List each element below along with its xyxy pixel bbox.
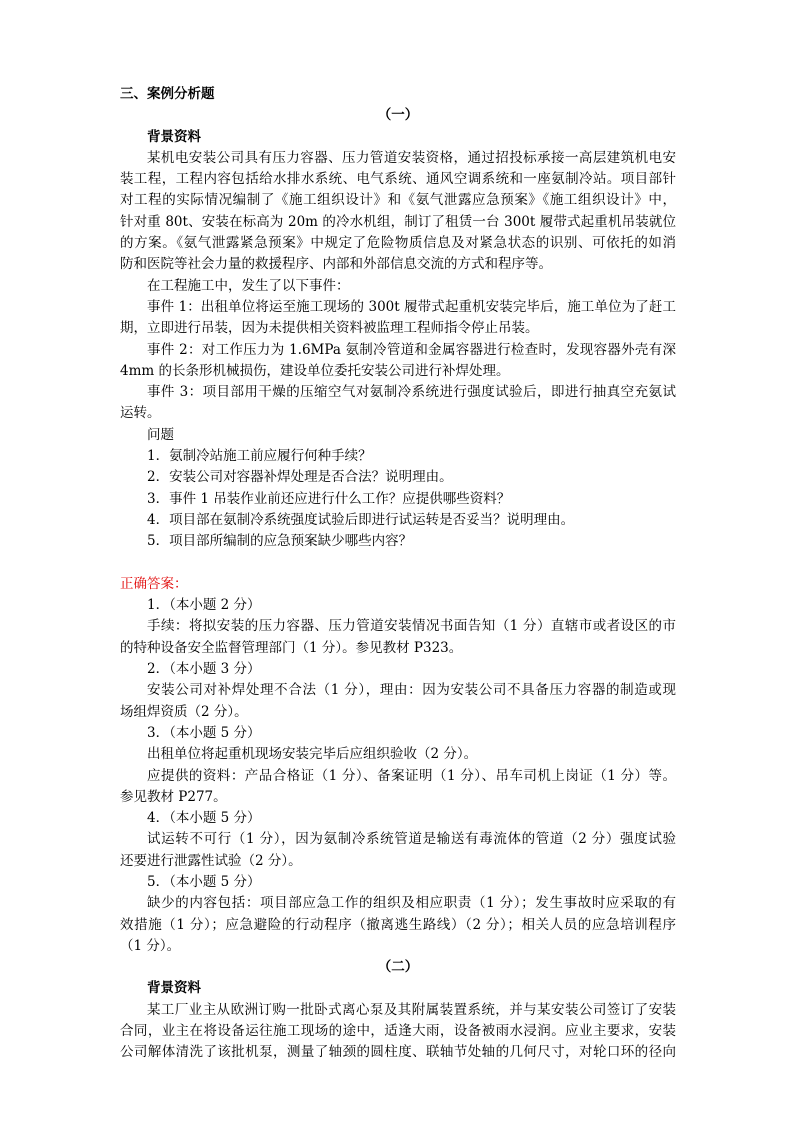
questions-label: 问题 [147,426,174,443]
paragraph-line: 针对重 80t、安装在标高为 20m 的冷水机组，制订了租赁一台 300t 履带式起重机吊装就位 [120,213,676,230]
paragraph-line: 装工程，工程内容包括给水排水系统、电气系统、通风空调系统和一座氨制冷站。项目部针 [120,171,676,188]
paragraph-line: （1 分）。 [120,937,181,954]
question-item: 3．事件 1 吊装作业前还应进行什么工作？应提供哪些资料？ [147,490,511,507]
paragraph-line: 效措施（1 分）；应急避险的行动程序（撤离逃生路线）（2 分）；相关人员的应急培训程序 [120,916,676,933]
paragraph-line: 4mm 的长条形机械损伤，建设单位委托安装公司进行补焊处理。 [120,362,510,379]
paragraph-line: 手续：将拟安装的压力容器、压力管道安装情况书面告知（1 分）直辖市或者设区的市 [147,618,676,635]
paragraph-line: 事件 2：对工作压力为 1.6MPa 氨制冷管道和金属容器进行检查时，发现容器外壳有深 [147,341,676,358]
paragraph-line: 某机电安装公司具有压力容器、压力管道安装资格，通过招投标承接一高层建筑机电安 [147,149,676,166]
paragraph-line: 期，立即进行吊装，因为未提供相关资料被监理工程师指令停止吊装。 [120,320,539,337]
answer-4 [120,808,676,872]
section-title: 三、案例分析题 [120,86,215,102]
paragraph-line: 的方案。《氨气泄露紧急预案》中规定了危险物质信息及对紧急状态的识别、可依托的如消 [120,235,676,252]
paragraph-line: 对工程的实际情况编制了《施工组织设计》和《氨气泄露应急预案》《施工组织设计》中， [120,192,676,209]
answer-heading: 4．（本小题 5 分） [147,810,261,827]
spacer [120,553,676,574]
paragraph-line: 场组焊资质（2 分）。 [120,703,248,720]
question-item: 4．项目部在氨制冷系统强度试验后即进行试运转是否妥当？说明理由。 [147,511,575,528]
paragraph-line: 出租单位将起重机现场安装完毕后应组织验收（2 分）。 [147,746,478,763]
paragraph-line: 参见教材 P277。 [120,788,227,805]
paragraph-line: 安装公司对补焊处理不合法（1 分），理由：因为安装公司不具备压力容器的制造或现 [147,682,676,699]
event-1 [120,297,676,340]
part2-background-label: 背景资料 [147,980,201,997]
question-item: 5．项目部所编制的应急预案缺少哪些内容？ [147,533,413,550]
answer-2 [120,659,676,723]
paragraph-line: 事件 1：出租单位将运至施工现场的 300t 履带式起重机安装完毕后，施工单位为了赶工 [147,298,676,315]
part1-background [120,148,676,276]
event-2 [120,340,676,383]
events-intro: 在工程施工中，发生了以下事件： [147,277,350,294]
paragraph-line: 公司解体清洗了该批机泵，测量了轴颈的圆柱度、联轴节处轴的几何尺寸，对轮口环的径向 [120,1044,676,1061]
answer-heading: 1．（本小题 2 分） [147,597,261,614]
event-3 [120,382,676,425]
paragraph-line: 还要进行泄露性试验（2 分）。 [120,852,302,869]
paragraph-line: 应提供的资料：产品合格证（1 分）、备案证明（1 分）、吊车司机上岗证（1 分）等。 [147,767,676,784]
answer-heading: 5．（本小题 5 分） [147,873,261,890]
paragraph-line: 防和医院等社会力量的救援程序、内部和外部信息交流的方式和程序等。 [120,256,552,273]
part1-background-label: 背景资料 [147,128,201,145]
answer-5 [120,872,676,957]
part2-background [120,1000,676,1064]
paragraph-line: 缺少的内容包括：项目部应急工作的组织及相应职责（1 分）；发生事故时应采取的有 [147,895,676,912]
question-item: 1．氨制冷站施工前应履行何种手续？ [147,448,372,465]
paragraph-line: 某工厂业主从欧洲订购一批卧式离心泵及其附属装置系统，并与某安装公司签订了安装 [147,1001,676,1018]
questions-list [120,446,676,552]
part2-heading: （二） [377,959,419,976]
paragraph-line: 事件 3：项目部用干燥的压缩空气对氨制冷系统进行强度试验后，即进行抽真空充氨试 [147,384,676,401]
question-item: 2．安装公司对容器补焊处理是否合法？说明理由。 [147,469,453,486]
answer-heading: 2．（本小题 3 分） [147,661,261,678]
answer-heading: 3．（本小题 5 分） [147,724,261,741]
paragraph-line: 试运转不可行（1 分），因为氨制冷系统管道是输送有毒流体的管道（2 分）强度试验 [147,831,676,848]
paragraph-line: 合同，业主在将设备运往施工现场的途中，适逢大雨，设备被雨水浸润。应业主要求，安装 [120,1023,676,1040]
paragraph-line: 的特种设备安全监督管理部门（1 分）。参见教材 P323。 [120,639,463,656]
part1-heading: （一） [377,107,419,124]
answer-3 [120,723,676,808]
answer-1 [120,595,676,659]
document-page [120,84,676,1064]
answer-label: 正确答案： [120,575,188,592]
paragraph-line: 运转。 [120,405,161,422]
